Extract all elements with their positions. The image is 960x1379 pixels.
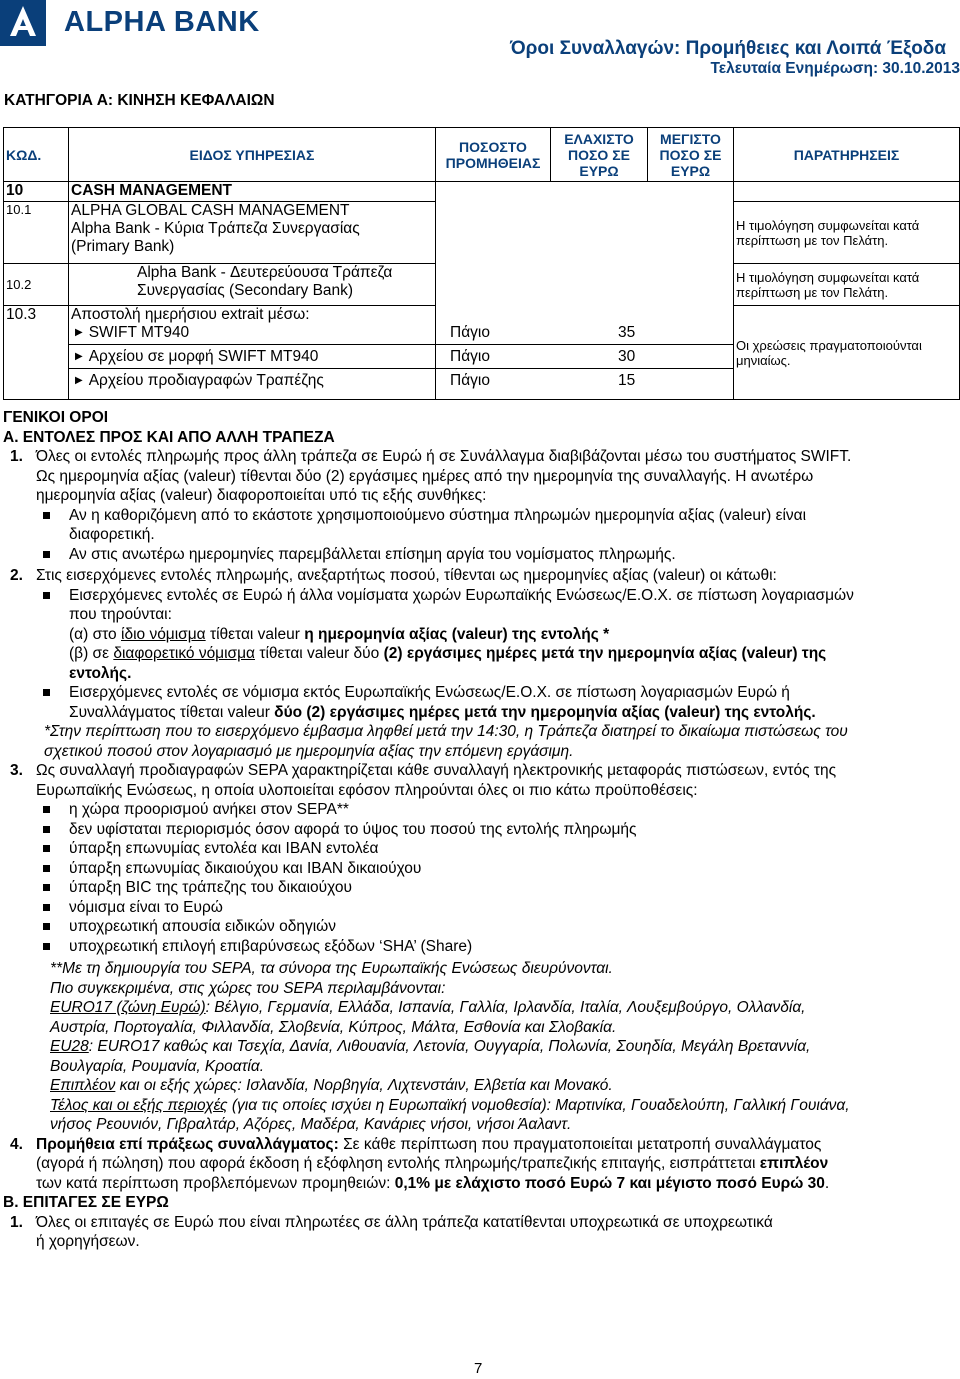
bold-text: Προμήθεια επί πράξεως συναλλάγματος: [36,1135,339,1153]
text: των κατά περίπτωση προβλεπόμενων προμηθειών: [36,1174,395,1192]
bullet-item [3,800,958,820]
text: (α) στο [69,625,121,643]
row-code: 10.2 [4,264,69,306]
bullet-item [3,917,958,937]
sub-row-3 [436,369,733,393]
header-percent: ΠΟΣΟΣΤΟ ΠΡΟΜΗΘΕΙΑΣ [436,128,551,182]
term-line: Ως συναλλαγή προδιαγραφών SEPA χαρακτηρίζεται κάθε συναλλαγή ηλεκτρονικής μεταφοράς πιστώσεων, εντός της [36,762,837,779]
row-service-line1: Αποστολή ημερήσιου extrait μέσω: [71,306,310,323]
row-service [69,264,436,306]
sepa-euro17-cont: Αυστρία, Πορτογαλία, Φιλλανδία, Σλοβενία, Κύπρος, Μάλτα, Εσθονία και Σλοβακία. [50,1018,617,1036]
document-title: Όροι Συναλλαγών: Προμήθειες και Λοιπά Έξοδα [510,38,946,59]
text: (β) σε [69,645,114,662]
text: : EURO17 καθώς και Τσεχία, Δανία, Λιθουανία, Λετονία, Ουγγαρία, Πολωνία, Σουηδία, Μεγάλη Βρεταννία, [88,1038,811,1055]
row-note: Οι χρεώσεις πραγματοποιούνται μηνιαίως. [734,306,960,400]
bullet-item [3,937,958,957]
term-line [36,1135,958,1155]
bullet-text: Αν η καθοριζόμενη από το εκάστοτε χρησιμοποιούμενο σύστημα πληρωμών ημερομηνία αξίας (valeur) είναι [69,506,807,524]
bullet-text: υποχρεωτική επιλογή επιβαρύνσεως εξόδων ‘SHA’ (Share) [69,937,473,955]
bold-text: εντολής. [69,664,132,682]
bullet-text: Εισερχόμενες εντολές σε Ευρώ ή άλλα νομίσματα χωρών Ευρωπαϊκής Ενώσεως/Ε.Ο.Χ. σε πίστωση λογαριασμών [69,586,854,604]
term-2 [3,566,958,586]
sub-label-1: ▶ SWIFT MT940 [75,321,189,345]
bullet-text: η χώρα προορισμού ανήκει στον SEPA** [69,801,349,818]
footnote: *Στην περίπτωση που το εισερχόμενο έμβασμα ληφθεί μετά την 14:30, η Τράπεζα διατηρεί το δικαίωμα πιστώσεως του [44,723,848,740]
term-1 [3,447,958,506]
bold-text: η ημερομηνία αξίας (valeur) της εντολής * [304,625,610,643]
underlined-text: EU28 [50,1038,89,1055]
bullet-item [3,898,958,918]
term-line: Ως ημερομηνία αξίας (valeur) τίθενται δύο (2) εργάσιμες ημέρες από την ημερομηνία της συναλλαγής. Η ανωτέρω [36,467,814,485]
section-b-heading: Β. ΕΠΙΤΑΓΕΣ ΣΕ ΕΥΡΩ [3,1194,169,1211]
row-service-line3: (Primary Bank) [71,238,175,255]
section-row [4,182,960,202]
row-service-line1: ALPHA GLOBAL CASH MANAGEMENT [71,202,350,219]
term-number: 1. [10,448,23,465]
general-heading: ΓΕΝΙΚΟΙ ΟΡΟΙ [3,409,109,426]
bullet-continuation [3,703,958,723]
fee-table [3,127,960,400]
bullet-text: ύπαρξη BIC της τράπεζης του δικαιούχου [69,879,352,896]
bullet-item [3,859,958,879]
header-service: ΕΙΔΟΣ ΥΠΗΡΕΣΙΑΣ [69,128,436,182]
sub-label-2: ▶ Αρχείου σε μορφή SWIFT MT940 [75,345,318,369]
term-line: Όλες οι επιταγές σε Ευρώ που είναι πληρωτέες σε άλλη τράπεζα κατατίθενται υποχρεωτικά σε υποχρεωτικά [36,1213,773,1231]
alpha-bank-logo-icon [0,0,46,46]
bullet-text: ύπαρξη επωνυμίας εντολέα και IBAN εντολέα [69,840,379,857]
bullet-item [3,506,958,526]
row-service-line2: Συνεργασίας (Secondary Bank) [137,282,354,299]
bullet-item [3,683,958,703]
option-a [3,625,958,645]
term-number: 1. [10,1213,23,1231]
bullet-item [3,839,958,859]
sub-row-1 [436,321,733,345]
underlined-text: ίδιο νόμισμα [121,625,206,643]
term-b1 [3,1213,958,1252]
bullet-continuation: που τηρούνται: [69,606,172,623]
sepa-extra [3,1076,958,1096]
general-terms [3,408,958,1252]
table-header-row [4,128,960,182]
bullet-text: υποχρεωτική απουσία ειδικών οδηγιών [69,918,337,935]
sub-label-3: ▶ Αρχείου προδιαγραφών Τραπέζης [75,369,324,393]
text: . [824,1174,830,1192]
term-line [36,1154,958,1174]
bullet-continuation: διαφορετική. [69,526,155,543]
row-code: 10.1 [4,202,69,264]
bullet-text: Αν στις ανωτέρω ημερομηνίες παρεμβάλλεται επίσημη αργία του νομίσματος πληρωμής. [69,545,676,563]
section-code: 10 [4,182,69,202]
section-title: CASH MANAGEMENT [69,182,436,202]
header-max: ΜΕΓΙΣΤΟ ΠΟΣΟ ΣΕ ΕΥΡΩ [648,128,734,182]
term-4 [3,1135,958,1194]
row-service [69,306,436,400]
sepa-eu28-cont: Βουλγαρία, Ρουμανία, Κροατία. [50,1057,264,1075]
text: Σε κάθε περίπτωση που πραγματοποιείται μετατροπή συναλλάγματος [338,1135,822,1153]
sub-row-2 [436,345,733,369]
sub-label-row-3 [69,369,435,393]
bold-text: επιπλέον [759,1155,829,1172]
sub-label-row-2 [69,345,435,369]
header-notes: ΠΑΡΑΤΗΡΗΣΕΙΣ [734,128,960,182]
header-min: ΕΛΑΧΙΣΤΟ ΠΟΣΟ ΣΕ ΕΥΡΩ [551,128,648,182]
underlined-text: διαφορετικό νόμισμα [113,645,256,662]
bullet-item [3,820,958,840]
bullet-text: νόμισμα είναι το Ευρώ [69,898,223,916]
underlined-text: Επιπλέον [50,1077,116,1094]
bold-text: 0,1% με ελάχιστο ποσό Ευρώ 7 και μέγιστο ποσό Ευρώ 30 [394,1174,825,1192]
row-service-line1: Alpha Bank - Δευτερεύουσα Τράπεζα [137,264,393,281]
term-line [36,1174,958,1194]
bullet-text: δεν υφίσταται περιορισμός όσον αφορά το ύψος του ποσού της εντολής πληρωμής [69,820,637,838]
footnote: σχετικού ποσού στον λογαριασμό με ημερομηνία αξίας την επόμενη εργάσιμη. [44,742,574,760]
underlined-text: EURO17 (ζώνη Ευρώ) [50,999,206,1016]
sepa-note: Πιο συγκεκριμένα, στις χώρες του SEPA περιλαμβάνονται: [50,979,446,997]
sub-unit-2: Πάγιο [450,348,490,365]
underlined-text: Τέλος και οι εξής περιοχές [50,1096,228,1114]
sub-amount-3: 15 [618,372,636,389]
text: (αγορά ή πώληση) που αφορά έκδοση ή εξόφληση εντολής πληρωμής/τραπεζικής επιταγής, εισπράττεται [36,1155,760,1172]
bullet-item [3,586,958,606]
text: : Βέλγιο, Γερμανία, Ελλάδα, Ισπανία, Γαλλία, Ιρλανδία, Ιταλία, Λουξεμβούργο, Ολλανδία, [205,999,806,1016]
sub-unit-1: Πάγιο [450,324,490,341]
text: (για τις οποίες ισχύει η Ευρωπαϊκή νομοθεσία): Μαρτινίκα, Γουαδελούπη, Γαλλική Γουιάνα, [227,1096,850,1114]
section-a-heading: Α. ΕΝΤΟΛΕΣ ΠΡΟΣ ΚΑΙ ΑΠΟ ΑΛΛΗ ΤΡΑΠΕΖΑ [3,428,335,446]
last-update: Τελευταία Ενημέρωση: 30.10.2013 [710,60,960,77]
sepa-eu28 [3,1037,958,1057]
sepa-final [3,1096,958,1116]
term-number: 2. [10,567,23,584]
bullet-text: ύπαρξη επωνυμίας δικαιούχου και IBAN δικαιούχου [69,859,422,877]
row-service-line2: Alpha Bank - Κύρια Τράπεζα Συνεργασίας [71,220,360,237]
sub-unit-3: Πάγιο [450,372,490,389]
row-note: Η τιμολόγηση συμφωνείται κατά περίπτωση με τον Πελάτη. [734,202,960,264]
text: τίθεται valeur [205,625,305,643]
option-b [3,644,958,664]
sepa-final-cont: νήσος Ρεουνιόν, Γιβραλτάρ, Αζόρες, Μαδέρα, Κανάριες νήσοι, νήσοι Άαλαντ. [50,1116,572,1133]
text: τίθεται valeur δύο [255,645,384,662]
header-code: ΚΩΔ. [4,128,69,182]
bank-name: ALPHA BANK [64,6,260,38]
category-title: ΚΑΤΗΓΟΡΙΑ Α: ΚΙΝΗΣΗ ΚΕΦΑΛΑΙΩΝ [4,92,275,109]
row-code: 10.3 [4,306,69,400]
text: και οι εξής χώρες: Ισλανδία, Νορβηγία, Λιχτενστάιν, Ελβετία και Μονακό. [115,1077,613,1094]
term-3 [3,761,958,800]
sepa-note: **Με τη δημιουργία του SEPA, τα σύνορα της Ευρωπαϊκής Ενώσεως διευρύνονται. [50,960,613,977]
bullet-text: Εισερχόμενες εντολές σε νόμισμα εκτός Ευρωπαϊκής Ενώσεως/Ε.Ο.Χ. σε πίστωση λογαριασμών Ευρώ ή [69,684,790,701]
sub-label-row-1 [69,321,435,345]
values-cell [436,182,734,400]
bold-text: (2) εργάσιμες ημέρες μετά την ημερομηνία αξίας (valeur) της [383,645,827,662]
term-number: 4. [10,1135,23,1153]
bullet-item [3,878,958,898]
section-notes [734,182,960,202]
sub-amount-2: 30 [618,348,636,365]
page-number: 7 [474,1360,483,1377]
bold-text: δύο (2) εργάσιμες ημέρες μετά την ημερομηνία αξίας (valeur) της εντολής. [274,703,816,721]
term-line: Στις εισερχόμενες εντολές πληρωμής, ανεξαρτήτως ποσού, τίθενται ως ημερομηνίες αξίας (valeur) οι κάτωθι: [36,567,777,584]
term-line: ημερομηνία αξίας (valeur) διαφοροποιείται υπό τις εξής συνθήκες: [36,487,487,504]
term-number: 3. [10,762,23,779]
term-line: ή χορηγήσεων. [36,1233,140,1250]
row-service [69,202,436,264]
text: Συναλλάγματος τίθεται valeur [69,703,275,721]
row-note: Η τιμολόγηση συμφωνείται κατά περίπτωση με τον Πελάτη. [734,264,960,306]
sepa-euro17 [3,998,958,1018]
term-line: Ευρωπαϊκής Ενώσεως, η οποία υλοποιείται εφόσον πληρούνται όλες οι πιο κάτω προϋποθέσεις: [36,781,698,799]
term-line: Όλες οι εντολές πληρωμής προς άλλη τράπεζα σε Ευρώ ή σε Συνάλλαγμα διαβιβάζονται μέσω του συστήματος SWIFT. [36,448,852,465]
bullet-item [3,545,958,565]
sub-amount-1: 35 [618,324,636,341]
